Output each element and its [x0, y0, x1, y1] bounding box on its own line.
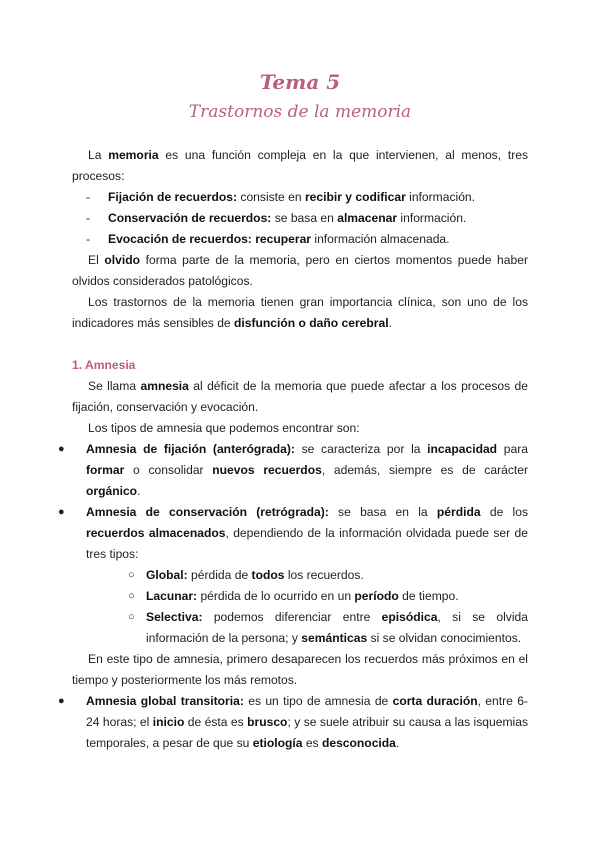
page-title: Tema 5: [259, 70, 341, 94]
amnesia-paragraph-3: En este tipo de amnesia, primero desaparecen los recuerdos más próximos en el tiempo y posteriormente los más remotos.: [72, 652, 528, 687]
amnesia-type-list: [58, 439, 528, 565]
list-item: - Evocación de recuerdos: recuperar información almacenada.: [86, 232, 450, 246]
memory-process-list: [72, 187, 528, 250]
intro-paragraph-2: El olvido forma parte de la memoria, pero en ciertos momentos puede haber olvidos considerados patológicos.: [72, 253, 528, 288]
intro-paragraph-3: Los trastornos de la memoria tienen gran importancia clínica, son uno de los indicadores más sensibles de disfunción o daño cerebral.: [72, 295, 528, 330]
section-heading: 1. Amnesia: [72, 358, 136, 372]
amnesia-paragraph-2: Los tipos de amnesia que podemos encontrar son:: [88, 421, 360, 435]
list-item: - Conservación de recuerdos: se basa en almacenar información.: [86, 211, 467, 225]
intro-paragraph-1: La memoria es una función compleja en la que intervienen, al menos, tres procesos:: [72, 148, 528, 183]
amnesia-paragraph-1: Se llama amnesia al déficit de la memoria que puede afectar a los procesos de fijación, conservación y evocación.: [72, 379, 528, 414]
list-item: ○ Selectiva: podemos diferenciar entre episódica, si se olvida información de la persona; y semánticas si se olvidan conocimientos.: [128, 610, 528, 645]
document-body: [58, 145, 528, 754]
list-item: ○ Lacunar: pérdida de lo ocurrido en un período de tiempo.: [128, 589, 459, 603]
list-item: - Fijación de recuerdos: consiste en recibir y codificar información.: [86, 190, 476, 204]
list-item: ● Amnesia global transitoria: es un tipo de amnesia de corta duración, entre 6-24 horas; el inicio de ésta es brusco; y se suele atribuir su causa a las isquemias temporales, a pesar de que su etiología es desconocida.: [58, 694, 528, 750]
retrograde-subtype-list: [72, 565, 528, 649]
amnesia-type-list-2: [58, 691, 528, 754]
list-item: ● Amnesia de conservación (retrógrada): se basa en la pérdida de los recuerdos almacenados, dependiendo de la información olvidada puede ser de tres tipos:: [58, 505, 528, 561]
page-subtitle: Trastornos de la memoria: [188, 102, 412, 122]
list-item: ● Amnesia de fijación (anterógrada): se caracteriza por la incapacidad para formar o consolidar nuevos recuerdos, además, siempre es de carácter orgánico.: [58, 442, 528, 498]
list-item: ○ Global: pérdida de todos los recuerdos.: [128, 568, 364, 582]
